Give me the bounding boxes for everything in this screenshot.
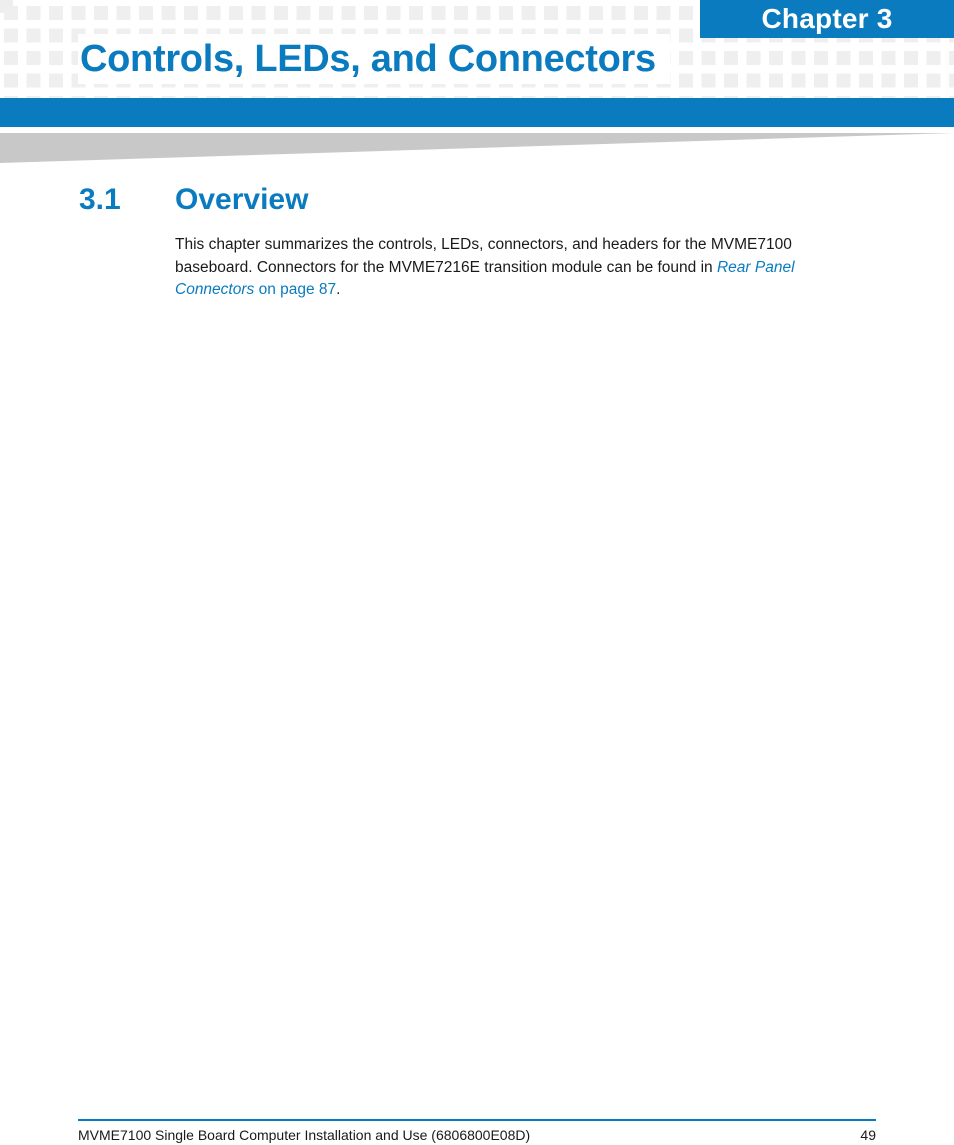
overview-paragraph xyxy=(175,234,855,302)
link-page-reference: on page 87 xyxy=(254,281,337,298)
header-blue-band xyxy=(0,98,954,127)
chapter-title: Controls, LEDs, and Connectors xyxy=(78,34,670,84)
paragraph-text: This chapter summarizes the controls, LEDs, connectors, and headers for the MVME7100 baseboard. Connectors for the MVME7216E transition module can be found in xyxy=(175,236,792,276)
link-title: Rear Panel Connectors xyxy=(175,258,795,298)
footer-page-number: 49 xyxy=(860,1127,876,1143)
footer-document-title: MVME7100 Single Board Computer Installation and Use (6806800E08D) xyxy=(78,1127,531,1143)
chapter-label: Chapter 3 xyxy=(700,0,954,38)
section-number: 3.1 xyxy=(79,183,121,216)
section-title: Overview xyxy=(175,183,309,216)
footer-rule xyxy=(78,1119,876,1121)
paragraph-end: . xyxy=(336,281,341,298)
header-gray-wedge xyxy=(0,127,954,163)
